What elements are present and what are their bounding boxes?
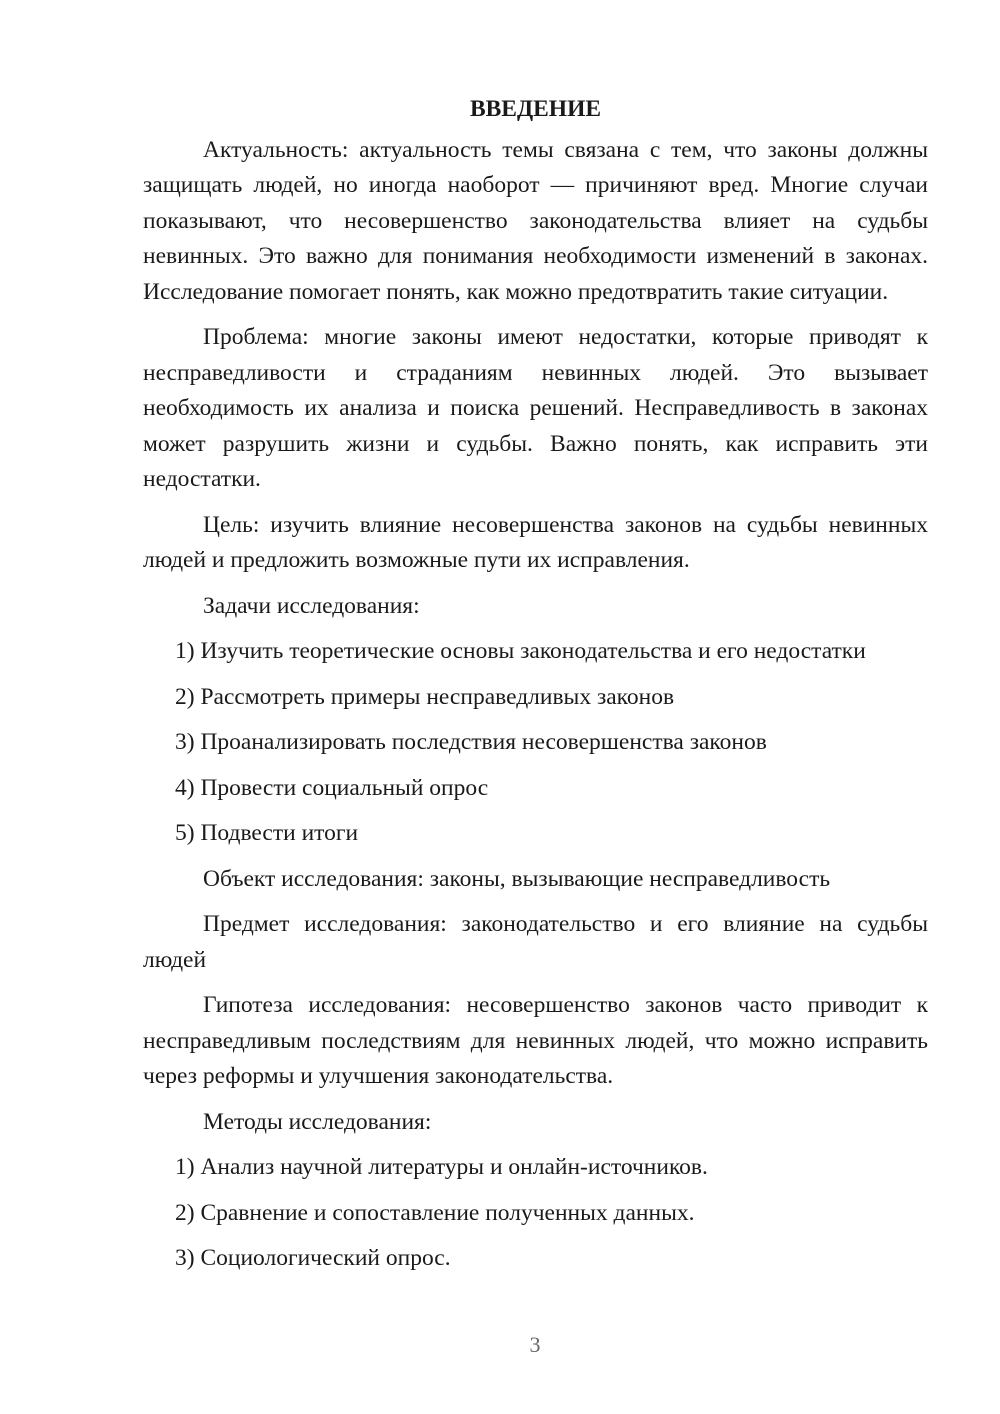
list-item: 3) Социологический опрос. xyxy=(175,1245,451,1271)
list-item: 4) Провести социальный опрос xyxy=(175,774,489,801)
hypothesis-paragraph: Гипотеза исследования: несовершенство законов часто приводит к несправедливым последствиям для невинных людей, что можно исправить через реформы и улучшения законодательства. xyxy=(143,992,928,1089)
actuality-paragraph: Актуальность: актуальность темы связана с тем, что законы должны защищать людей, но иногда наоборот — причиняют вред. Многие случаи показывают, что несовершенство законодательства влияет на судьбы невинных. Это важно для понимания необходимости изменений в законах. Исследование помогает понять, как можно предотвратить такие ситуации. xyxy=(143,136,928,305)
methods-heading: Методы исследования: xyxy=(203,1108,432,1135)
page-content xyxy=(143,92,928,1287)
list-item: 2) Сравнение и сопоставление полученных данных. xyxy=(175,1199,695,1226)
tasks-heading: Задачи исследования: xyxy=(203,592,420,619)
problem-paragraph: Проблема: многие законы имеют недостатки, которые приводят к несправедливости и страданиям невинных людей. Это вызывает необходимость их анализа и поиска решений. Несправедливость в законах может разрушить жизни и судьбы. Важно понять, как исправить эти недостатки. xyxy=(143,324,928,492)
subject-paragraph: Предмет исследования: законодательство и его влияние на судьбы людей xyxy=(143,911,928,973)
list-item: 5) Подвести итоги xyxy=(175,820,359,846)
page-title: ВВЕДЕНИЕ xyxy=(469,96,602,122)
list-item: 1) Изучить теоретические основы законодательства и его недостатки xyxy=(175,638,866,664)
list-item: 3) Проанализировать последствия несовершенства законов xyxy=(175,729,767,755)
object-paragraph: Объект исследования: законы, вызывающие несправедливость xyxy=(203,865,831,892)
list-item: 1) Анализ научной литературы и онлайн-источников. xyxy=(175,1154,708,1180)
methods-list xyxy=(143,1150,928,1277)
goal-paragraph: Цель: изучить влияние несовершенства законов на судьбы невинных людей и предложить возможные пути их исправления. xyxy=(143,511,928,573)
list-item: 2) Рассмотреть примеры несправедливых законов xyxy=(175,683,675,710)
tasks-list xyxy=(143,634,928,852)
page-number: 3 xyxy=(529,1332,541,1357)
